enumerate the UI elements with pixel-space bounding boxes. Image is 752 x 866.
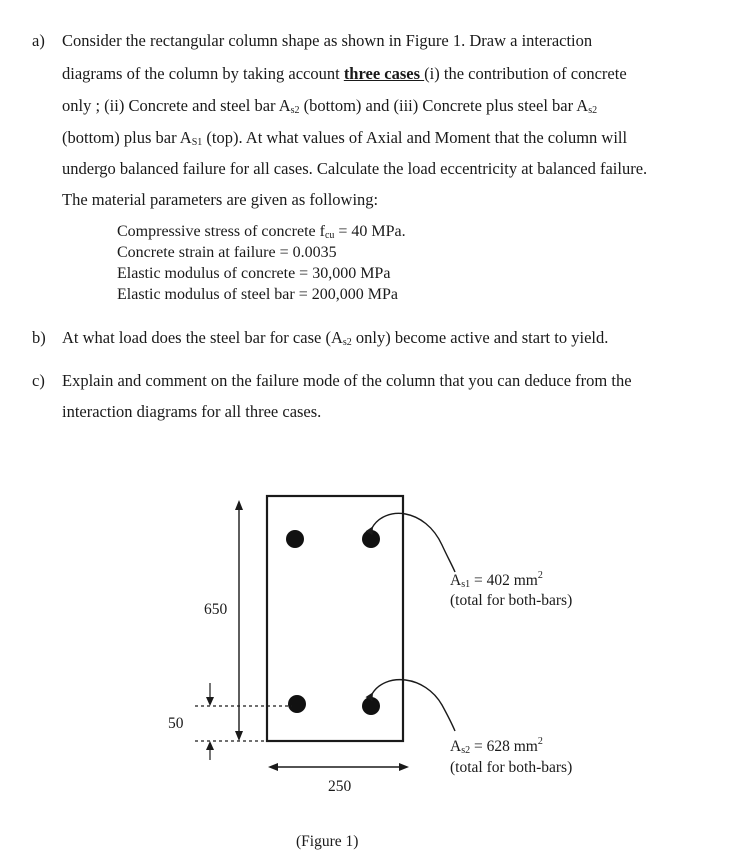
- question-b-label: b): [32, 328, 46, 347]
- question-c-line-1: Explain and comment on the failure mode of the column that you can deduce from the: [62, 371, 632, 390]
- param-compressive-stress: Compressive stress of concrete $f_{cu} = 40$ MPa.: [117, 223, 406, 241]
- question-c-label: c): [32, 371, 45, 390]
- question-b-text: At what load does the steel bar for case ($A_{s2}$ only) become active and start to yield.: [62, 328, 609, 348]
- figure-caption: (Figure 1): [296, 833, 359, 850]
- column-section-outline: [267, 496, 403, 741]
- as2-leader-line: [372, 680, 455, 731]
- cover-dimension-label: 50: [168, 715, 184, 732]
- bottom-bar-right: [362, 697, 380, 715]
- question-a-line-6: The material parameters are given as following:: [62, 190, 379, 209]
- three-cases-emphasis: three cases: [343, 64, 425, 83]
- as1-note: (total for both-bars): [450, 592, 573, 609]
- question-a-label: a): [32, 31, 45, 50]
- param-concrete-strain: Concrete strain at failure = 0.0035: [117, 244, 337, 261]
- question-c-line-2: interaction diagrams for all three cases.: [62, 402, 322, 421]
- question-a-line-5: undergo balanced failure for all cases. Calculate the load eccentricity at balanced failure.: [62, 159, 648, 178]
- height-dimension-label: 650: [204, 601, 228, 618]
- width-dimension-label: 250: [328, 778, 352, 795]
- question-a-line-2: diagrams of the column by taking account three cases (i) the contribution of concrete: [62, 64, 627, 83]
- question-a-line-3: only ; (ii) Concrete and steel bar $A_{s2}$ (bottom) and (iii) Concrete plus steel bar $A_{s2}$: [62, 96, 598, 116]
- question-a-line-1: Consider the rectangular column shape as shown in Figure 1. Draw a interaction: [62, 31, 593, 50]
- as2-label: $A_{s2} = 628$ $mm^2$: [450, 736, 543, 756]
- top-bar-left: [286, 530, 304, 548]
- question-a-line-4: (bottom) plus bar $A_{S1}$ (top). At what values of Axial and Moment that the column will: [62, 128, 628, 148]
- param-steel-modulus: Elastic modulus of steel bar = 200,000 MPa: [117, 286, 398, 303]
- as1-leader-line: [372, 513, 455, 572]
- as2-note: (total for both-bars): [450, 759, 573, 776]
- as1-label: $A_{s1} = 402$ $mm^2$: [450, 570, 543, 590]
- param-concrete-modulus: Elastic modulus of concrete = 30,000 MPa: [117, 265, 391, 282]
- bottom-bar-left: [288, 695, 306, 713]
- top-bar-right: [362, 530, 380, 548]
